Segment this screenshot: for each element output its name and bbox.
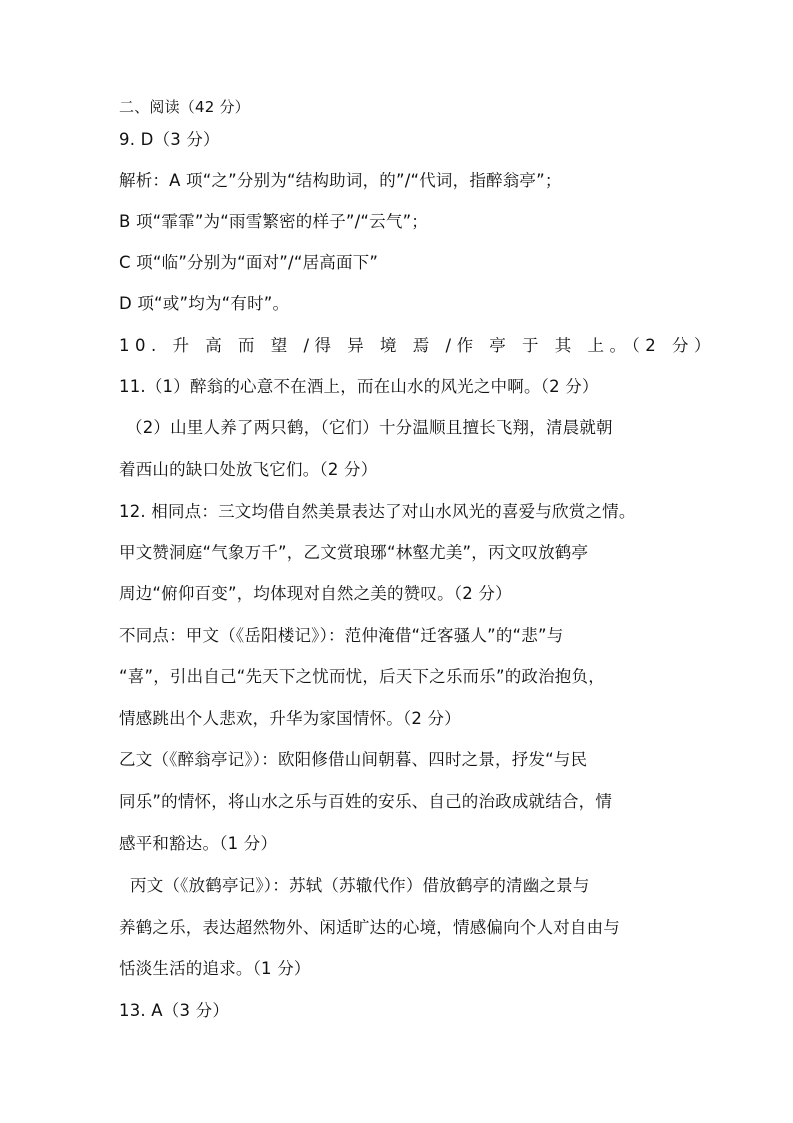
analysis-line-b: B 项“霏霏”为“雨雪繁密的样子”/“云气”； [119, 212, 429, 231]
answer-11-part-1: 11.（1）醉翁的心意不在酒上，而在山水的风光之中啊。（2 分） [119, 377, 599, 396]
answer-12-similarity-cont-1: 甲文赞洞庭“气象万千”，乙文赏琅琊“林壑尤美”，丙文叹放鹤亭 [119, 543, 589, 562]
answer-10: 10. 升 高 而 望 /得 异 境 焉 /作 亭 于 其 上。（2 分） [119, 336, 717, 355]
answer-13: 13. A（3 分） [119, 1001, 230, 1020]
answer-11-part-2: （2）山里人养了两只鹤，（它们）十分温顺且擅长飞翔，清晨就朝 [126, 418, 613, 437]
answer-12-similarity-cont-2: 周边“俯仰百变”，均体现对自然之美的赞叹。（2 分） [119, 584, 512, 603]
analysis-line-c: C 项“临”分别为“面对”/“居高面下” [119, 253, 379, 272]
answer-12-difference-b: 乙文（《醉翁亭记》）：欧阳修借山间朝暮、四时之景，抒发“与民 [119, 750, 588, 769]
answer-12-difference-c-cont-1: 养鹤之乐，表达超然物外、闲适旷达的心境，情感偏向个人对自由与 [119, 918, 620, 937]
answer-12-difference-a-cont-2: 情感跳出个人悲欢，升华为家国情怀。（2 分） [119, 709, 461, 728]
analysis-line-a: 解析：A 项“之”分别为“结构助词，的”/“代词，指醉翁亭”； [119, 171, 562, 190]
answer-12-difference-b-cont-1: 同乐”的情怀，将山水之乐与百姓的安乐、自己的治政成就结合，情 [119, 792, 613, 811]
answer-12-difference-a: 不同点：甲文（《岳阳楼记》）：范仲淹借“迁客骚人”的“悲”与 [119, 626, 564, 645]
answer-12-difference-c: 丙文（《放鹤亭记》）：苏轼（苏辙代作）借放鹤亭的清幽之景与 [130, 876, 590, 895]
analysis-line-d: D 项“或”均为“有时”。 [119, 294, 290, 313]
answer-12-difference-a-cont-1: “喜”，引出自己“先天下之忧而忧，后天下之乐而乐”的政治抱负， [119, 667, 605, 686]
answer-12-difference-c-cont-2: 恬淡生活的追求。（1 分） [119, 959, 311, 978]
answer-12-similarity: 12. 相同点：三文均借自然美景表达了对山水风光的喜爱与欣赏之情。 [119, 502, 636, 521]
answer-11-part-2-cont: 着西山的缺口处放飞它们。（2 分） [119, 460, 378, 479]
answer-9: 9. D（3 分） [119, 130, 220, 149]
answer-12-difference-b-cont-2: 感平和豁达。（1 分） [119, 834, 278, 853]
section-heading: 二、阅读（42 分） [119, 98, 250, 116]
